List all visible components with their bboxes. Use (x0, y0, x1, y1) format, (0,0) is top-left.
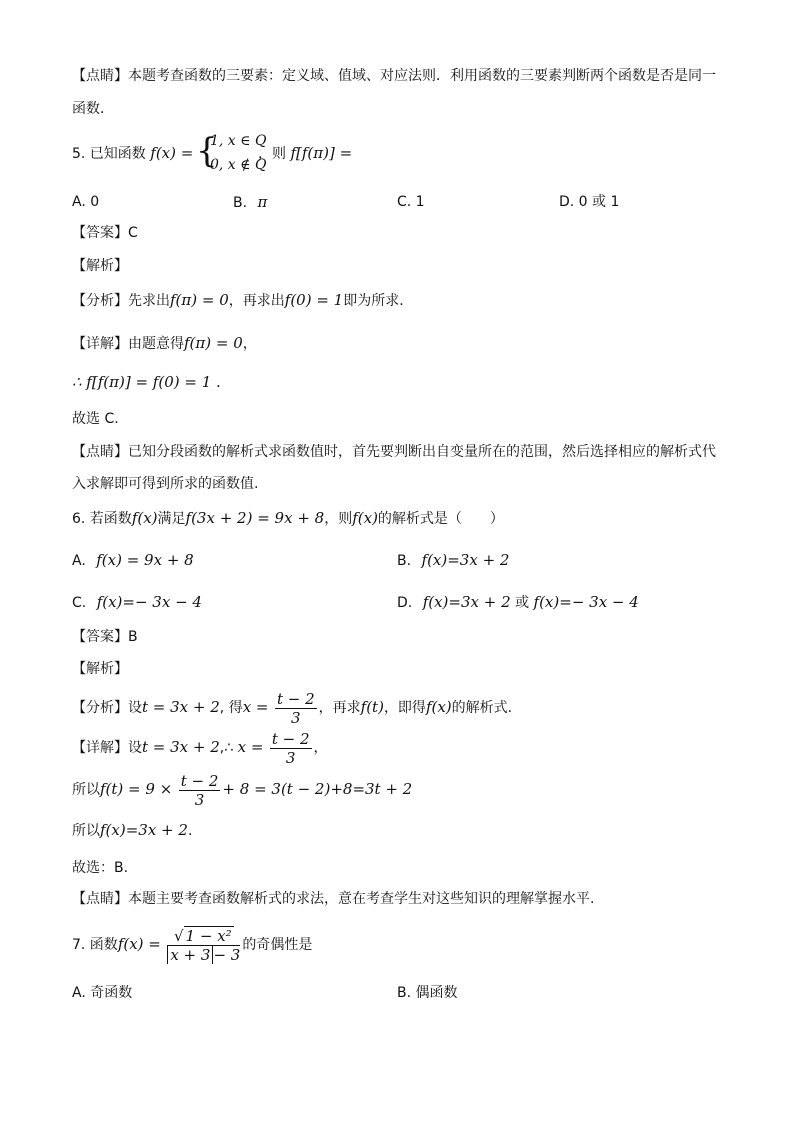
q5-xiangjie-b: f(π) = 0 (184, 334, 243, 352)
q6-fx2: f(x) (352, 509, 378, 527)
q6-option-a-label: A. (72, 553, 86, 569)
q6-l2-b: f(x)=3x + 2 (100, 821, 188, 839)
q5-xiangjie (72, 333, 257, 354)
q6-fenxi-f: f(t) (360, 698, 384, 716)
sqrt-icon: √ (173, 926, 184, 945)
q6-l1-c: + 8 = 3(t − 2)+8=3t + 2 (222, 780, 413, 798)
q7-option-b: B. 偶函数 (397, 985, 458, 1001)
q6-option-d-label: D. (397, 595, 413, 611)
q6-c: ，则 (324, 511, 353, 527)
q5-xiangjie-a: 【详解】由题意得 (72, 336, 184, 352)
q6-fenxi-fraction (275, 690, 317, 727)
q6-xiangjie-c: ,∴ (219, 740, 234, 756)
q6-fenxi-a: 【分析】设 (72, 700, 142, 716)
q6-l1-a: 所以 (72, 782, 100, 798)
brace-icon: { (196, 131, 218, 171)
q7-option-a: A. 奇函数 (72, 985, 133, 1001)
q6-option-c-value: f(x)=− 3x − 4 (96, 593, 202, 611)
fraction-denominator: 3 (194, 790, 205, 809)
q6-xiangjie-a: 【详解】设 (72, 740, 142, 756)
q5-selection: 故选 C. (72, 411, 119, 427)
q5-derivation: ∴ f[f(π)] = f(0) = 1 . (72, 373, 221, 391)
fraction-numerator: t − 2 (180, 771, 219, 790)
q6-xiangjie (72, 728, 328, 767)
q6-option-c (72, 592, 202, 613)
q5-fenxi-d: f(0) = 1 (284, 291, 344, 309)
q5-stem (72, 143, 193, 164)
q6-l1-fraction (179, 772, 221, 809)
q6-fenxi-i: 的解析式. (451, 700, 513, 716)
q6-b: 满足 (157, 511, 186, 527)
q6-option-c-label: C. (72, 595, 87, 611)
q6-d: 的解析式是（ ） (377, 511, 504, 527)
q6-option-d-value-2: f(x)=− 3x − 4 (533, 593, 639, 611)
q6-option-d-value-1: f(x)=3x + 2 (422, 593, 511, 611)
dianjing-line-2: 函数． (72, 101, 114, 117)
q5-then (258, 143, 352, 164)
q6-fenxi (72, 688, 512, 727)
q6-selection: 故选：B. (72, 860, 129, 876)
q6-derivation-1 (72, 770, 412, 809)
q5-case-2: 0, x ∉ Q (210, 157, 267, 173)
q5-option-a: A. 0 (72, 194, 100, 210)
q6-fenxi-h: f(x) (425, 698, 452, 716)
fraction-denominator: 3 (285, 748, 296, 767)
q6-answer: 【答案】B (72, 629, 138, 645)
q5-option-b-value: π (257, 193, 268, 211)
q6-l2-a: 所以 (72, 823, 100, 839)
q6-option-d-or: 或 (515, 595, 530, 611)
q5-then-text: ，则 (258, 146, 286, 162)
q7-c: 的奇偶性是 (242, 937, 313, 953)
q7-b: f(x) = (117, 935, 161, 953)
q6-xiangjie-b: t = 3x + 2 (142, 738, 220, 756)
q5-fenxi-e: 即为所求. (343, 293, 404, 309)
q5-fenxi-c: ，再求出 (228, 293, 285, 309)
q6-xiangjie-fraction (270, 730, 312, 767)
q6-option-d (397, 592, 639, 613)
q7-fraction (167, 927, 240, 964)
q5-option-b (233, 192, 267, 213)
q7-abs-value: x + 3 (167, 946, 213, 964)
q5-fenxi-b: f(π) = 0 (170, 291, 229, 309)
q6-l1-b: f(t) = 9 × (100, 780, 173, 798)
q7-den-right: − 3 (213, 945, 241, 964)
q6-option-b-value: f(x)=3x + 2 (421, 551, 510, 569)
q7-numerator (167, 927, 240, 946)
q6-derivation-2 (72, 820, 192, 841)
q6-stem (72, 508, 504, 529)
q6-xiangjie-d: x = (237, 738, 264, 756)
q6-fenxi-e: ，再求 (318, 700, 361, 716)
q7-radicand: 1 − x² (185, 926, 232, 945)
q5-fenxi-a: 【分析】先求出 (72, 293, 170, 309)
q5-number: 5. 已知函数 (72, 146, 146, 162)
q7-a: 7. 函数 (72, 937, 118, 953)
q5-xiangjie-c: ， (242, 336, 257, 352)
q6-fx: f(x) (131, 509, 158, 527)
fraction-numerator: t − 2 (276, 689, 315, 708)
q5-dianjing-1: 【点睛】已知分段函数的解析式求函数值时，首先要判断出自变量所在的范围，然后选择相应的解析式代 (72, 444, 716, 460)
q5-dianjing-2: 入求解即可得到所求的函数值. (72, 476, 259, 492)
q7-denominator (167, 946, 240, 964)
q6-option-b-label: B. (397, 553, 412, 569)
fraction-denominator: 3 (291, 708, 301, 727)
q6-fenxi-c: , 得 (219, 700, 243, 716)
fraction-numerator: t − 2 (271, 729, 310, 748)
q6-condition: f(3x + 2) = 9x + 8 (185, 509, 325, 527)
q6-fenxi-d: x = (242, 698, 269, 716)
q6-fenxi-b: t = 3x + 2 (142, 698, 220, 716)
dianjing-line-1: 【点睛】本题考查函数的三要素：定义域、值域、对应法则．利用函数的三要素判断两个函数是否是同一 (72, 68, 716, 84)
q6-jiexi: 【解析】 (72, 661, 128, 677)
q5-expr: f[f(π)] = (290, 144, 353, 162)
q5-case-1: 1, x ∈ Q (210, 133, 267, 149)
q6-option-a (72, 550, 194, 571)
q6-xiangjie-e: ， (313, 740, 328, 756)
q6-fenxi-g: ，即得 (383, 700, 426, 716)
q6-l2-c: . (187, 823, 193, 839)
q6-option-a-value: f(x) = 9x + 8 (96, 551, 194, 569)
q5-jiexi: 【解析】 (72, 258, 128, 274)
q6-a: 6. 若函数 (72, 511, 132, 527)
q5-fenxi (72, 290, 404, 311)
q6-dianjing: 【点睛】本题主要考查函数解析式的求法，意在考查学生对这些知识的理解掌握水平. (72, 891, 595, 907)
q5-option-b-label: B. (233, 195, 248, 211)
q7-stem (72, 922, 312, 967)
q5-option-d: D. 0 或 1 (559, 194, 620, 210)
q5-f-lhs: f(x) = (150, 144, 194, 162)
q5-option-c: C. 1 (397, 194, 425, 210)
q5-answer: 【答案】C (72, 225, 138, 241)
q6-option-b (397, 550, 509, 571)
